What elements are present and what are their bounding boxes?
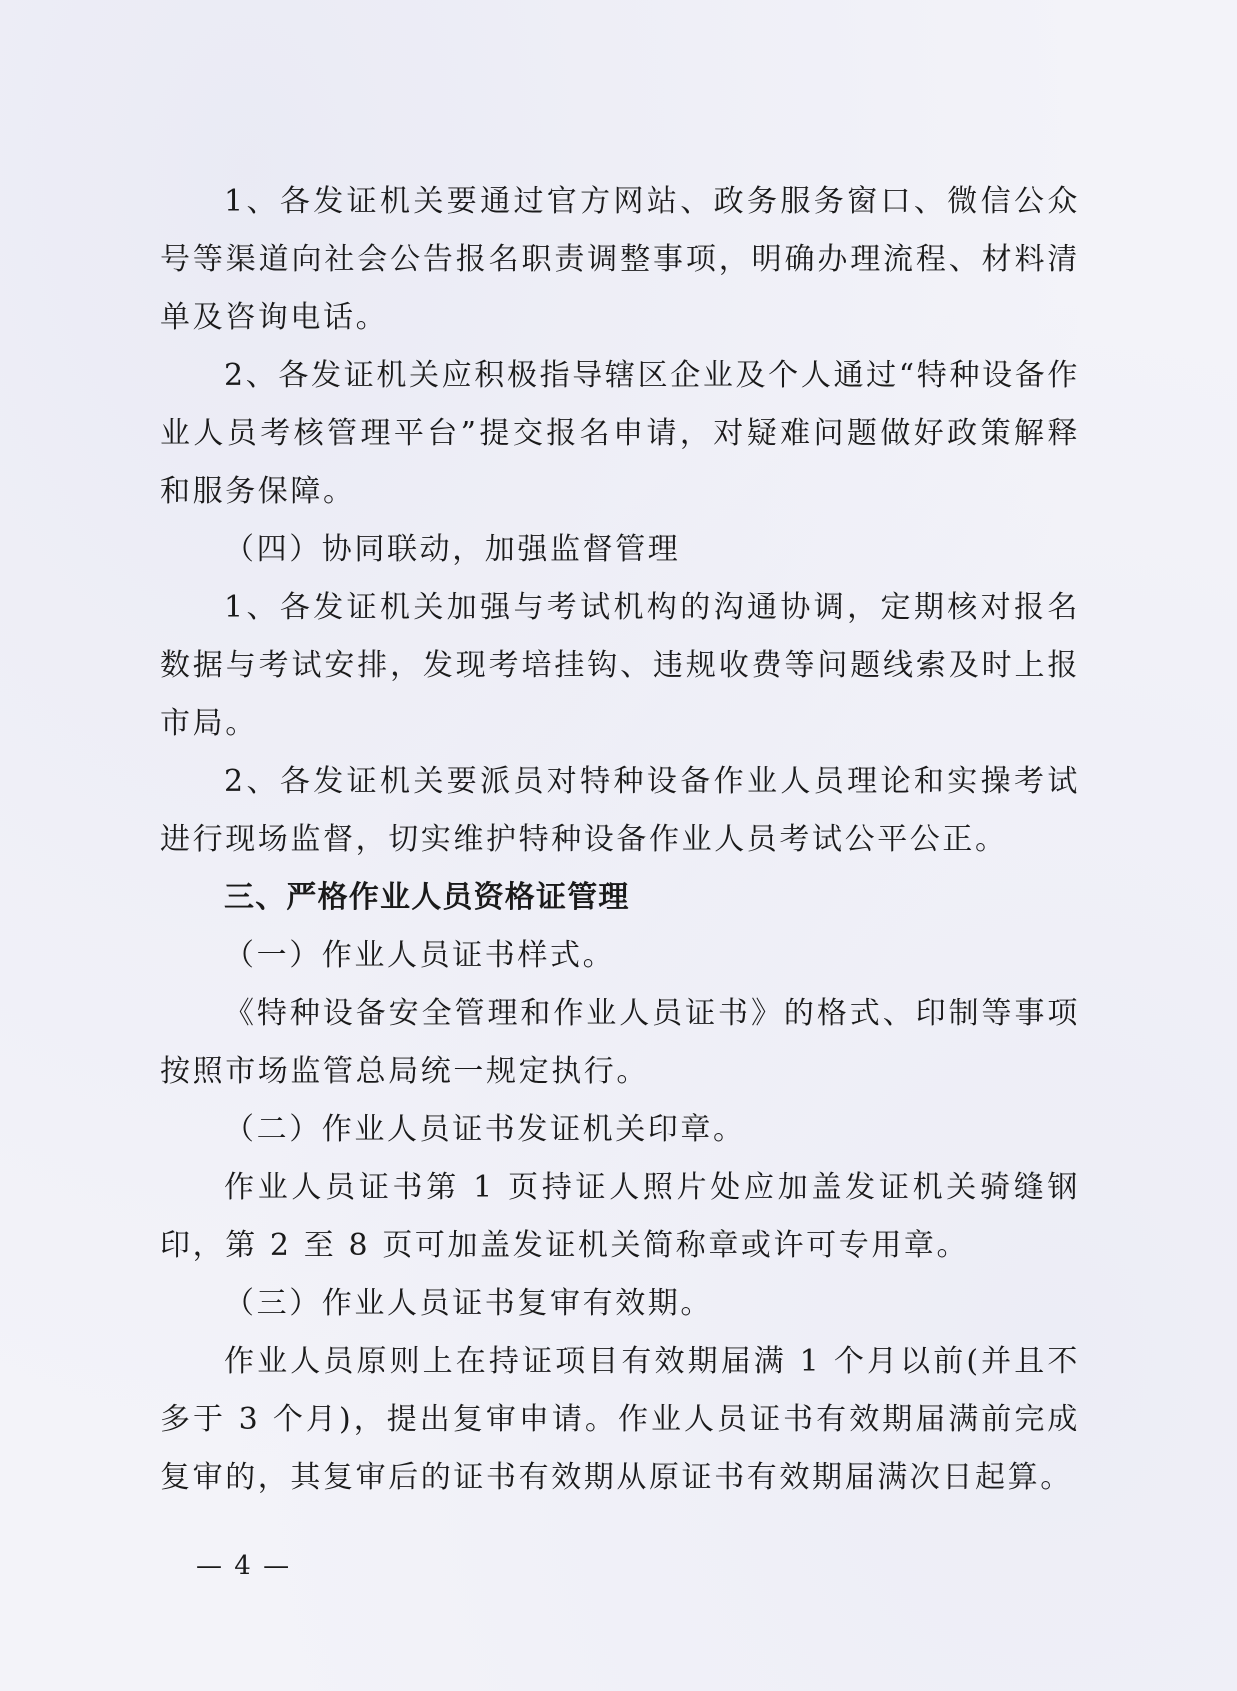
subheading-review-validity: （三）作业人员证书复审有效期。 [224,1286,713,1321]
page-number: — 4 — [196,1551,292,1581]
section-heading-certificate-management: 三、严格作业人员资格证管理 [224,880,630,915]
subheading-coordination: （四）协同联动，加强监督管理 [224,532,681,567]
paragraph-review-rules: 作业人员原则上在持证项目有效期届满 1 个月以前(并且不多于 3 个月)，提出复审申请。作业人员证书有效期届满前完成复审的，其复审后的证书有效期从原证书有效期届满次日起算。 [160,1344,1080,1495]
paragraph-onsite-supervision: 2、各发证机关要派员对特种设备作业人员理论和实操考试进行现场监督，切实维护特种设备作业人员考试公平公正。 [160,764,1080,857]
paragraph-seal-rules: 作业人员证书第 1 页持证人照片处应加盖发证机关骑缝钢印，第 2 至 8 页可加盖发证机关简称章或许可专用章。 [160,1170,1080,1263]
document-body [160,173,1080,1507]
paragraph-exam-communication: 1、各发证机关加强与考试机构的沟通协调，定期核对报名数据与考试安排，发现考培挂钩、违规收费等问题线索及时上报市局。 [160,590,1080,741]
paragraph-certificate-format: 《特种设备安全管理和作业人员证书》的格式、印制等事项按照市场监管总局统一规定执行。 [160,996,1080,1089]
subheading-certificate-seal: （二）作业人员证书发证机关印章。 [224,1112,746,1147]
subheading-certificate-style: （一）作业人员证书样式。 [224,938,616,973]
paragraph-notice-channels: 1、各发证机关要通过官方网站、政务服务窗口、微信公众号等渠道向社会公告报名职责调整事项，明确办理流程、材料清单及咨询电话。 [160,184,1080,335]
paragraph-guide-registration: 2、各发证机关应积极指导辖区企业及个人通过“特种设备作业人员考核管理平台”提交报名申请，对疑难问题做好政策解释和服务保障。 [160,358,1080,509]
